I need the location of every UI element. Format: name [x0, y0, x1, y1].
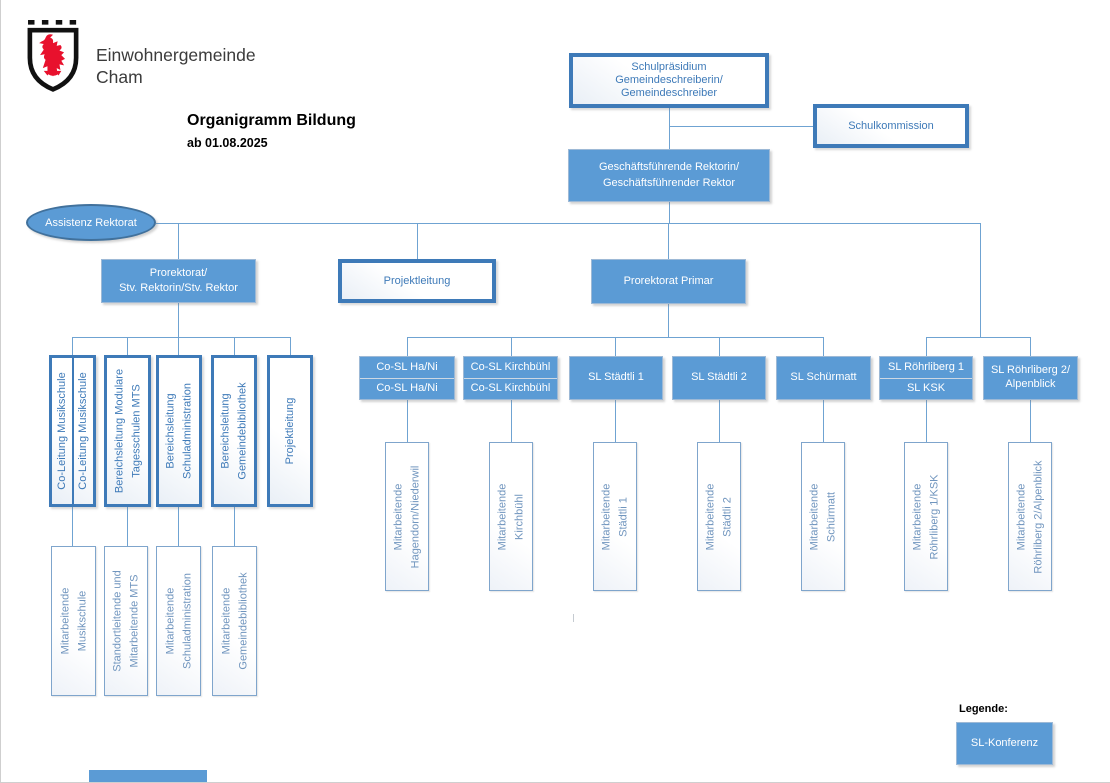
node-label: Projektleitung: [383, 274, 451, 287]
node-label: SL Städtli 1: [588, 371, 644, 384]
page-title: Organigramm Bildung: [187, 112, 356, 129]
connector-line: [668, 223, 669, 259]
stack-cell: [880, 357, 972, 379]
node-label: Co-SL Ha/Ni: [376, 360, 438, 373]
node-co-sl-kirchbuehl: [463, 356, 558, 400]
connector-line: [178, 507, 179, 546]
connector-line: [234, 337, 235, 356]
node-mitarbeitende-staedtli-2: [697, 442, 741, 591]
node-sl-staedtli-2: [672, 356, 766, 400]
node-sl-roehrliberg-1-ksk: [879, 356, 973, 400]
node-mitarbeitende-roehrliberg-1-ksk: [904, 442, 948, 591]
node-label: Co-SL Ha/Ni: [376, 382, 438, 395]
connector-line: [72, 337, 291, 338]
connector-line: [669, 202, 670, 223]
node-label: Mitarbeitende Städtli 2: [704, 483, 733, 550]
node-sl-roehrliberg-2-alpenblick: [983, 356, 1078, 400]
split-cell: [72, 358, 94, 504]
node-label: SL Städtli 2: [691, 371, 747, 384]
node-mitarbeitende-kirchbuehl: [489, 442, 533, 591]
connector-line: [178, 223, 179, 259]
connector-line: [1030, 400, 1031, 442]
stray-tick: [573, 614, 574, 622]
connector-line: [511, 400, 512, 442]
connector-line: [823, 337, 824, 356]
node-mitarbeitende-schuermatt: [801, 442, 845, 591]
connector-line: [669, 108, 670, 149]
node-label: Mitarbeitende Musikschule: [59, 587, 88, 655]
node-label: Schulpräsidium: [631, 60, 707, 73]
node-prorektorat-stv: [101, 259, 256, 303]
node-label: Geschäftsführende Rektorin/: [598, 161, 740, 174]
org-name-line2: Cham: [96, 66, 143, 87]
node-label: Co-SL Kirchbühl: [470, 382, 551, 395]
stack-cell: [360, 357, 454, 379]
dashed-line-icon: [28, 20, 76, 25]
node-label: Co-SL Kirchbühl: [470, 360, 551, 373]
node-label: Prorektorat Primar: [623, 274, 714, 287]
legend-item-label: SL-Konferenz: [970, 736, 1039, 749]
node-label: Bereichsleitung Schuladministration: [164, 383, 193, 479]
node-bereichsleitung-mts: [104, 355, 151, 507]
node-label: Projektleitung: [283, 397, 296, 465]
connector-line: [407, 400, 408, 442]
connector-line: [719, 400, 720, 442]
connector-line: [72, 337, 73, 356]
legend-title: Legende:: [959, 703, 1008, 715]
effective-date: ab 01.08.2025: [187, 136, 268, 150]
node-mitarbeitende-hagendorn-niederwil: [385, 442, 429, 591]
node-prorektorat-primar: [591, 259, 746, 304]
connector-line: [668, 304, 669, 338]
connector-line: [511, 337, 512, 356]
node-label: Schulkommission: [848, 119, 934, 132]
node-label: Standortleitende und Mitarbeitende MTS: [111, 570, 140, 672]
node-label: Gemeindeschreiberin/: [615, 73, 723, 86]
node-label: Prorektorat/: [149, 266, 208, 279]
cham-coat-of-arms: [25, 20, 81, 94]
connector-line: [615, 337, 616, 356]
node-label: Mitarbeitende Kirchbühl: [496, 483, 525, 550]
connector-line: [669, 126, 813, 127]
node-label: Mitarbeitende Schuladministration: [164, 573, 193, 669]
stack-cell: [464, 379, 557, 400]
node-label: Gemeindeschreiber: [621, 87, 717, 100]
node-mitarbeitende-musikschule: [51, 546, 96, 696]
stack-cell: [360, 379, 454, 400]
connector-line: [234, 507, 235, 546]
connector-line: [178, 337, 179, 356]
node-mitarbeitende-gemeindebibliothek: [212, 546, 257, 696]
node-label: Mitarbeitende Röhrliberg 1/KSK: [911, 474, 940, 559]
node-projektleitung-unit: [267, 355, 313, 507]
node-label: Mitarbeitende Röhrliberg 2/Alpenblick: [1015, 459, 1044, 574]
split-cell: [52, 358, 72, 504]
node-label: Bereichsleitung Modulare Tagesschulen MTS: [113, 368, 142, 494]
node-label: SL Schürmatt: [790, 371, 857, 384]
node-schulpraesidium: [569, 53, 769, 108]
connector-line: [127, 507, 128, 546]
node-label: Co-Leitung Musikschule: [77, 372, 89, 490]
connector-line: [127, 337, 128, 356]
node-bereichsleitung-gemeindebibliothek: [211, 355, 257, 507]
node-label: SL KSK: [906, 382, 946, 395]
connector-line: [407, 337, 408, 356]
node-label: Mitarbeitende Hagendorn/Niederwil: [392, 465, 421, 568]
node-sl-staedtli-1: [569, 356, 663, 400]
node-label: Mitarbeitende Städtli 1: [600, 483, 629, 550]
connector-line: [615, 400, 616, 442]
node-label: Bereichsleitung Gemeindebibliothek: [219, 382, 248, 480]
org-name-line1: Einwohnergemeinde: [96, 45, 256, 65]
node-label: Co-Leitung Musikschule: [55, 372, 68, 490]
node-bereichsleitung-schuladministration: [156, 355, 202, 507]
connector-line: [823, 400, 824, 442]
node-co-sl-ha-ni: [359, 356, 455, 400]
legend-sl-konferenz: [956, 722, 1053, 765]
connector-line: [926, 337, 927, 356]
connector-line: [926, 337, 1031, 338]
footer-accent-bar: [89, 770, 207, 783]
connector-line: [980, 223, 981, 338]
node-mitarbeitende-roehrliberg-2-alpenblick: [1008, 442, 1052, 591]
connector-line: [178, 303, 179, 338]
connector-line: [926, 400, 927, 442]
node-assistenz-rektorat: [26, 204, 156, 241]
node-label: Alpenblick: [1005, 378, 1056, 390]
node-label: SL Röhrliberg 2/: [990, 364, 1071, 377]
connector-line: [417, 223, 418, 259]
node-rektorat: [568, 149, 770, 202]
node-label: Stv. Rektorin/Stv. Rektor: [119, 282, 238, 294]
node-label: Mitarbeitende Gemeindebibliothek: [220, 572, 249, 670]
node-sl-schuermatt: [776, 356, 871, 400]
node-label: Geschäftsführender Rektor: [602, 176, 736, 189]
node-mitarbeitende-schuladministration: [156, 546, 201, 696]
node-standortleitende-mts: [104, 546, 148, 696]
connector-line: [72, 507, 73, 546]
stack-cell: [464, 357, 557, 379]
connector-line: [1030, 337, 1031, 356]
node-label: SL Röhrliberg 1: [887, 360, 965, 373]
node-co-leitung-musikschule: [49, 355, 96, 507]
stack-cell: [880, 379, 972, 400]
node-projektleitung: [338, 259, 496, 303]
connector-line: [290, 337, 291, 356]
org-name: [96, 45, 256, 88]
connector-line: [719, 337, 720, 356]
node-schulkommission: [813, 104, 969, 148]
node-mitarbeitende-staedtli-1: [593, 442, 637, 591]
node-label: Mitarbeitende Schürmatt: [808, 483, 837, 550]
node-label: Assistenz Rektorat: [45, 216, 137, 229]
connector-line: [156, 223, 980, 224]
